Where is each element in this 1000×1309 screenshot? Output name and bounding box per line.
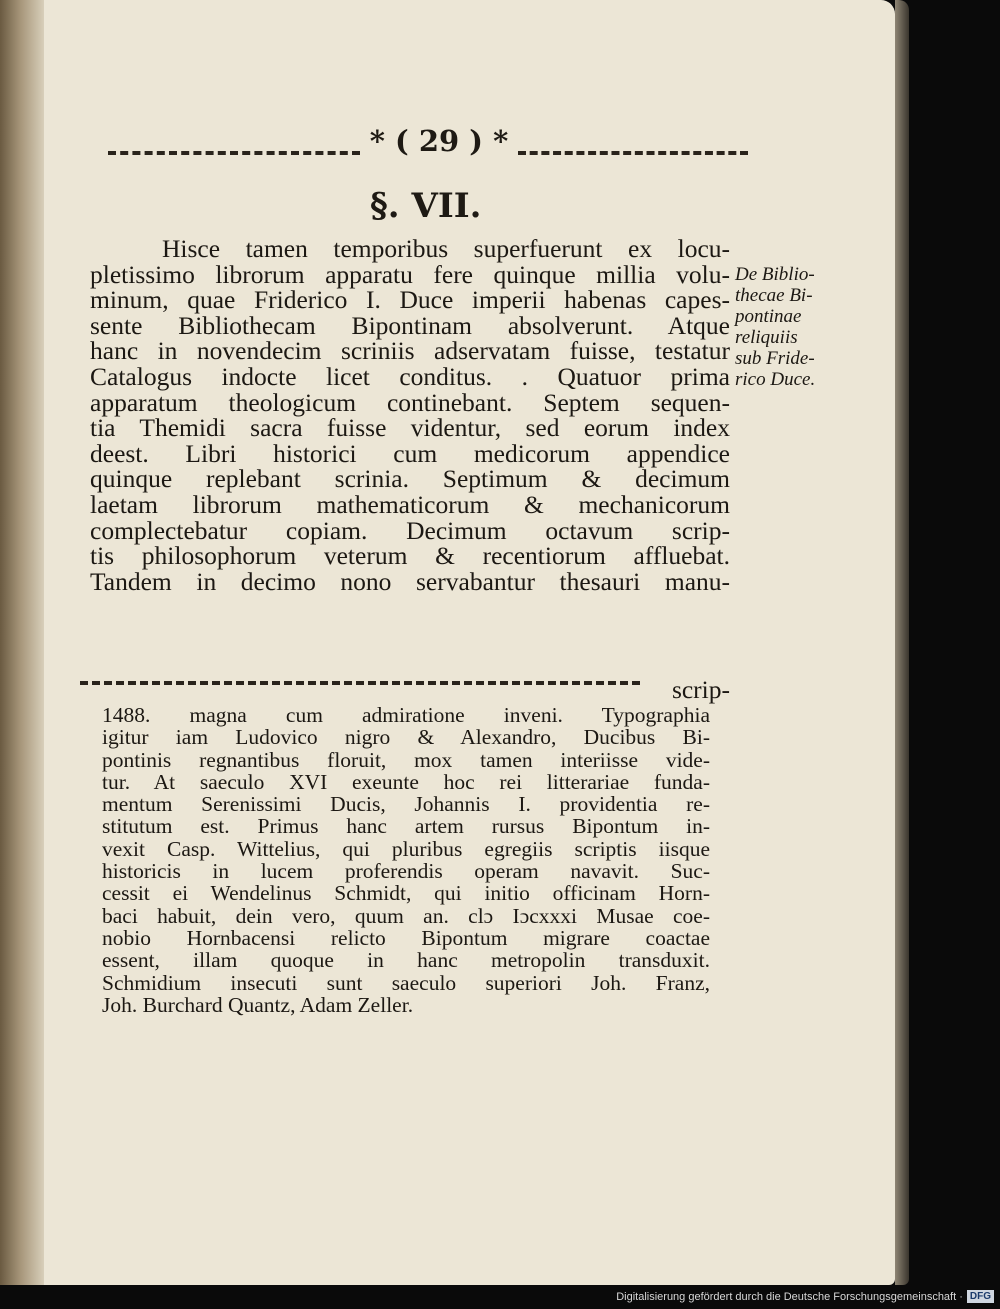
- page-number: * ( 29 ) *: [369, 124, 509, 158]
- footnote-line: igitur iam Ludovico nigro & Alexandro, Ducibus Bi-: [102, 725, 710, 750]
- footnote-line: Schmidium insecuti sunt saeculo superiori Joh. Franz,: [102, 970, 710, 995]
- footnote-rule: [80, 681, 640, 685]
- footnote-line: mentum Serenissimi Ducis, Johannis I. providentia re-: [102, 792, 710, 817]
- footnote-line: pontinis regnantibus floruit, mox tamen interiisse vide-: [102, 747, 710, 772]
- text-line: apparatum theologicum continebant. Septem sequen-: [90, 387, 730, 417]
- margin-note-line: sub Fride-: [735, 348, 815, 369]
- credit-text: Digitalisierung gefördert durch die Deutsche Forschungsgemeinschaft ·: [616, 1290, 963, 1303]
- text-line: tia Themidi sacra fuisse videntur, sed eorum index: [90, 413, 730, 443]
- text-line: sente Bibliothecam Bipontinam absolverunt. Atque: [90, 310, 730, 340]
- footnote-line: essent, illam quoque in hanc metropolin transduxit.: [102, 948, 710, 973]
- footnote: [102, 704, 710, 1016]
- text-line: Tandem in decimo nono servabantur thesauri manu-: [90, 566, 730, 596]
- footnote-line: baci habuit, dein vero, quum an. clɔ Iɔcxxxi Musae coe-: [102, 903, 710, 928]
- margin-note: [735, 264, 847, 390]
- margin-note-line: rico Duce.: [735, 369, 816, 390]
- margin-note-line: thecae Bi-: [735, 285, 813, 306]
- footnote-line: vexit Casp. Wittelius, qui pluribus egregiis scriptis iisque: [102, 836, 710, 861]
- margin-note-line: pontinae: [735, 306, 802, 327]
- running-header: [108, 124, 748, 164]
- text-line: Catalogus indocte licet conditus. . Quatuor prima: [90, 361, 730, 391]
- text-line: hanc in novendecim scriniis adservatam fuisse, testatur: [90, 336, 730, 366]
- margin-note-line: reliquiis: [735, 327, 798, 348]
- section-heading: §. VII.: [370, 186, 482, 226]
- text-line: pletissimo librorum apparatu fere quinque millia volu-: [90, 259, 730, 289]
- header-rule-right: [518, 151, 748, 155]
- footnote-line: Joh. Burchard Quantz, Adam Zeller.: [102, 992, 414, 1017]
- footnote-line: 1488. magna cum admiratione inveni. Typographia: [102, 703, 710, 727]
- footnote-line: nobio Hornbacensi relicto Bipontum migrare coactae: [102, 925, 710, 950]
- text-line: laetam librorum mathematicorum & mechanicorum: [90, 489, 730, 519]
- text-line: Hisce tamen temporibus superfuerunt ex locu-: [162, 234, 730, 263]
- footnote-line: tur. At saeculo XVI exeunte hoc rei litterariae funda-: [102, 769, 710, 794]
- footnote-line: cessit ei Wendelinus Schmidt, qui initio officinam Horn-: [102, 881, 710, 906]
- text-line: quinque replebant scrinia. Septimum & decimum: [90, 464, 730, 494]
- header-rule-left: [108, 151, 360, 155]
- text-line: complectebatur copiam. Decimum octavum scrip-: [90, 515, 730, 545]
- margin-note-line: De Biblio-: [735, 264, 815, 285]
- footnote-line: historicis in lucem proferendis operam navavit. Suc-: [102, 859, 710, 884]
- main-text: [90, 236, 730, 594]
- book-binding: [0, 0, 44, 1285]
- footnote-line: stitutum est. Primus hanc artem rursus Bipontum in-: [102, 814, 710, 839]
- page-edge: [895, 0, 909, 1285]
- digitization-credit: [616, 1290, 994, 1303]
- catchword: scrip-: [671, 675, 730, 704]
- text-line: deest. Libri historici cum medicorum appendice: [90, 438, 730, 468]
- dfg-logo-icon: DFG: [967, 1290, 994, 1303]
- text-line: tis philosophorum veterum & recentiorum affluebat.: [90, 541, 730, 571]
- text-line: minum, quae Friderico I. Duce imperii habenas capes-: [90, 285, 730, 315]
